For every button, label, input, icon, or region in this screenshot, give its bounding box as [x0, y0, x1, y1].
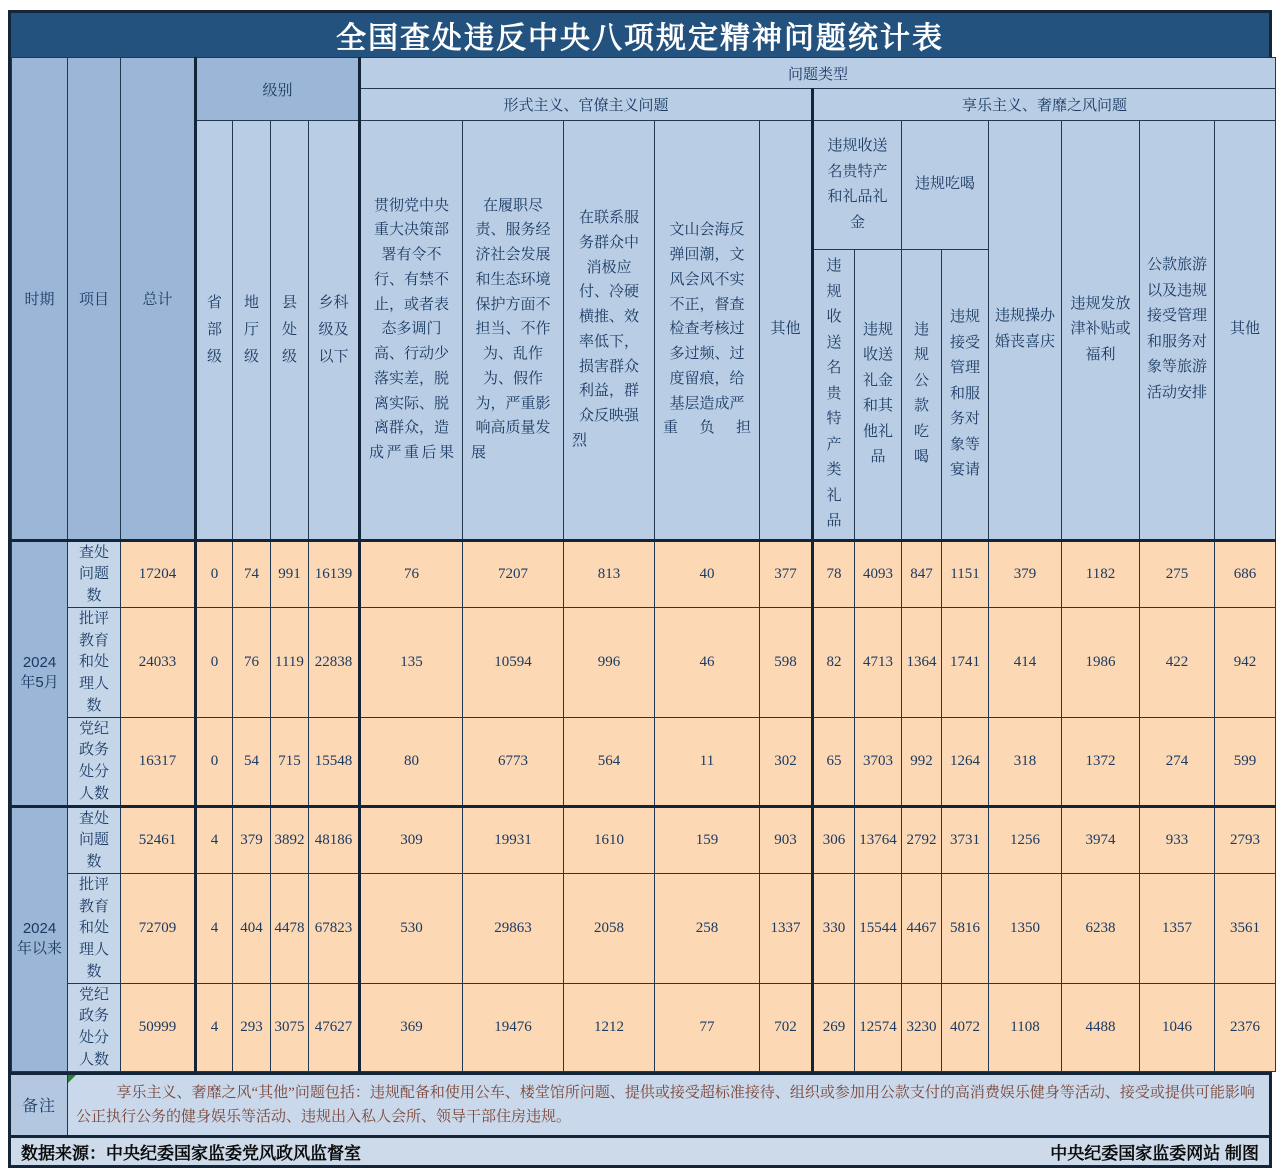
data-cell: 369 [360, 983, 463, 1071]
data-cell: 991 [271, 540, 309, 607]
header-level-county: 县处级 [271, 121, 309, 541]
data-cell: 686 [1215, 540, 1276, 607]
data-cell: 74 [233, 540, 271, 607]
data-cell: 5816 [942, 873, 989, 983]
note-row [11, 1072, 1269, 1135]
item-cell: 批评教育和处理人数 [68, 607, 121, 717]
data-cell: 7207 [463, 540, 564, 607]
data-cell: 318 [989, 717, 1062, 806]
data-cell: 302 [760, 717, 813, 806]
data-cell: 54 [233, 717, 271, 806]
data-cell: 17204 [121, 540, 196, 607]
header-formalism-col-3: 在联系服务群众中消极应付、冷硬横推、效率低下，损害群众利益，群众反映强烈 [564, 121, 655, 541]
header-formalism-col-1: 贯彻党中央重大决策部署有令不行、有禁不止，或者表态多调门高、行动少落实差，脱离实际、脱离群众，造成严重后果 [360, 121, 463, 541]
data-cell: 309 [360, 806, 463, 873]
item-cell: 批评教育和处理人数 [68, 873, 121, 983]
data-cell: 67823 [309, 873, 360, 983]
data-cell: 1610 [564, 806, 655, 873]
header-gift-specialty: 违规收送名贵特产类礼品 [813, 250, 855, 541]
data-cell: 1264 [942, 717, 989, 806]
data-cell: 47627 [309, 983, 360, 1071]
data-cell: 19476 [463, 983, 564, 1071]
data-cell: 1046 [1140, 983, 1215, 1071]
header-period: 时期 [12, 58, 68, 541]
table-row [12, 540, 1276, 607]
header-gift-group: 违规收送名贵特产和礼品礼金 [813, 121, 902, 250]
data-cell: 4467 [902, 873, 942, 983]
data-cell: 1357 [1140, 873, 1215, 983]
data-cell: 1337 [760, 873, 813, 983]
table-row [12, 717, 1276, 806]
header-wine-public-funds: 违规公款吃喝 [902, 250, 942, 541]
data-cell: 15544 [855, 873, 902, 983]
footer-bar [11, 1135, 1269, 1165]
data-cell: 6773 [463, 717, 564, 806]
data-cell: 6238 [1062, 873, 1140, 983]
data-cell: 16317 [121, 717, 196, 806]
data-cell: 1182 [1062, 540, 1140, 607]
table-row [12, 806, 1276, 873]
data-cell: 275 [1140, 540, 1215, 607]
data-cell: 15548 [309, 717, 360, 806]
data-cell: 4093 [855, 540, 902, 607]
data-cell: 3892 [271, 806, 309, 873]
header-wine-group: 违规吃喝 [902, 121, 989, 250]
header-formalism-group: 形式主义、官僚主义问题 [360, 89, 813, 121]
data-cell: 715 [271, 717, 309, 806]
data-cell: 11 [655, 717, 760, 806]
data-cell: 159 [655, 806, 760, 873]
data-cell: 2792 [902, 806, 942, 873]
data-cell: 82 [813, 607, 855, 717]
data-cell: 13764 [855, 806, 902, 873]
data-cell: 306 [813, 806, 855, 873]
statistics-table [11, 57, 1276, 1072]
data-cell: 1212 [564, 983, 655, 1071]
data-cell: 22838 [309, 607, 360, 717]
data-cell: 2376 [1215, 983, 1276, 1071]
data-cell: 4 [196, 806, 233, 873]
data-cell: 0 [196, 540, 233, 607]
table-row [12, 873, 1276, 983]
data-cell: 0 [196, 607, 233, 717]
data-cell: 379 [233, 806, 271, 873]
data-cell: 19931 [463, 806, 564, 873]
header-total: 总计 [121, 58, 196, 541]
item-cell: 查处问题数 [68, 540, 121, 607]
item-cell: 党纪政务处分人数 [68, 983, 121, 1071]
header-allowances: 违规发放津补贴或福利 [1062, 121, 1140, 541]
data-cell: 269 [813, 983, 855, 1071]
header-hedonism-other: 其他 [1215, 121, 1276, 541]
header-formalism-col-2: 在履职尽责、服务经济社会发展和生态环境保护方面不担当、不作为、乱作为、假作为，严重影响高质量发展 [463, 121, 564, 541]
header-level-province: 省部级 [196, 121, 233, 541]
data-cell: 1256 [989, 806, 1062, 873]
data-cell: 29863 [463, 873, 564, 983]
header-gift-money: 违规收送礼金和其他礼品 [855, 250, 902, 541]
data-cell: 992 [902, 717, 942, 806]
data-cell: 78 [813, 540, 855, 607]
header-formalism-col-4: 文山会海反弹回潮，文风会风不实不正，督查检查考核过多过频、过度留痕，给基层造成严重负担 [655, 121, 760, 541]
table-row [12, 983, 1276, 1071]
data-cell: 4 [196, 873, 233, 983]
data-cell: 3230 [902, 983, 942, 1071]
period-cell: 2024年以来 [12, 806, 68, 1071]
data-cell: 702 [760, 983, 813, 1071]
header-problem-type: 问题类型 [360, 58, 1276, 89]
data-cell: 1372 [1062, 717, 1140, 806]
data-cell: 135 [360, 607, 463, 717]
data-cell: 3703 [855, 717, 902, 806]
data-cell: 3561 [1215, 873, 1276, 983]
header-level-group: 级别 [196, 58, 360, 121]
statistics-sheet [8, 10, 1272, 1168]
data-cell: 76 [233, 607, 271, 717]
header-hedonism-group: 享乐主义、奢靡之风问题 [813, 89, 1276, 121]
header-level-prefecture: 地厅级 [233, 121, 271, 541]
data-cell: 598 [760, 607, 813, 717]
data-cell: 0 [196, 717, 233, 806]
credit-label: 中央纪委国家监委网站 制图 [1050, 1143, 1259, 1163]
data-cell: 12574 [855, 983, 902, 1071]
header-wedding-funeral: 违规操办婚丧喜庆 [989, 121, 1062, 541]
table-row [12, 607, 1276, 717]
data-cell: 942 [1215, 607, 1276, 717]
header-public-travel: 公款旅游以及违规接受管理和服务对象等旅游活动安排 [1140, 121, 1215, 541]
data-cell: 379 [989, 540, 1062, 607]
data-cell: 3974 [1062, 806, 1140, 873]
header-level-township: 乡科级及以下 [309, 121, 360, 541]
data-cell: 1364 [902, 607, 942, 717]
data-cell: 1108 [989, 983, 1062, 1071]
data-cell: 80 [360, 717, 463, 806]
data-cell: 4713 [855, 607, 902, 717]
note-text [68, 1075, 1269, 1135]
data-cell: 50999 [121, 983, 196, 1071]
data-cell: 2058 [564, 873, 655, 983]
data-cell: 330 [813, 873, 855, 983]
data-cell: 404 [233, 873, 271, 983]
data-cell: 1151 [942, 540, 989, 607]
data-cell: 1741 [942, 607, 989, 717]
data-cell: 1119 [271, 607, 309, 717]
data-cell: 16139 [309, 540, 360, 607]
data-source-label: 数据来源：中央纪委国家监委党风政风监督室 [21, 1143, 361, 1163]
data-cell: 1350 [989, 873, 1062, 983]
data-cell: 933 [1140, 806, 1215, 873]
header-item: 项目 [68, 58, 121, 541]
data-cell: 293 [233, 983, 271, 1071]
data-cell: 77 [655, 983, 760, 1071]
cell-corner-marker-icon [68, 1075, 76, 1083]
data-cell: 422 [1140, 607, 1215, 717]
data-cell: 813 [564, 540, 655, 607]
data-cell: 65 [813, 717, 855, 806]
item-cell: 党纪政务处分人数 [68, 717, 121, 806]
data-cell: 2793 [1215, 806, 1276, 873]
period-cell: 2024年5月 [12, 540, 68, 806]
data-cell: 10594 [463, 607, 564, 717]
data-cell: 258 [655, 873, 760, 983]
data-cell: 4478 [271, 873, 309, 983]
header-wine-banquet: 违规接受管理和服务对象等宴请 [942, 250, 989, 541]
data-cell: 3075 [271, 983, 309, 1071]
data-cell: 52461 [121, 806, 196, 873]
note-text-content: 享乐主义、奢靡之风“其他”问题包括：违规配备和使用公车、楼堂馆所问题、提供或接受超标准接待、组织或参加用公款支付的高消费娱乐健身等活动、接受或提供可能影响公正执行公务的健身娱乐等活动、违规出入私人会所、领导干部住房违规。 [76, 1084, 1255, 1125]
data-cell: 40 [655, 540, 760, 607]
data-cell: 996 [564, 607, 655, 717]
data-cell: 1986 [1062, 607, 1140, 717]
header-formalism-other: 其他 [760, 121, 813, 541]
data-cell: 76 [360, 540, 463, 607]
data-cell: 48186 [309, 806, 360, 873]
data-cell: 72709 [121, 873, 196, 983]
data-cell: 564 [564, 717, 655, 806]
data-cell: 24033 [121, 607, 196, 717]
data-cell: 46 [655, 607, 760, 717]
data-cell: 377 [760, 540, 813, 607]
data-cell: 599 [1215, 717, 1276, 806]
data-cell: 530 [360, 873, 463, 983]
page-title: 全国查处违反中央八项规定精神问题统计表 [11, 13, 1269, 57]
data-cell: 903 [760, 806, 813, 873]
item-cell: 查处问题数 [68, 806, 121, 873]
note-label: 备注 [11, 1075, 68, 1135]
data-cell: 274 [1140, 717, 1215, 806]
data-cell: 3731 [942, 806, 989, 873]
data-cell: 414 [989, 607, 1062, 717]
data-cell: 4072 [942, 983, 989, 1071]
data-cell: 847 [902, 540, 942, 607]
data-cell: 4488 [1062, 983, 1140, 1071]
data-cell: 4 [196, 983, 233, 1071]
